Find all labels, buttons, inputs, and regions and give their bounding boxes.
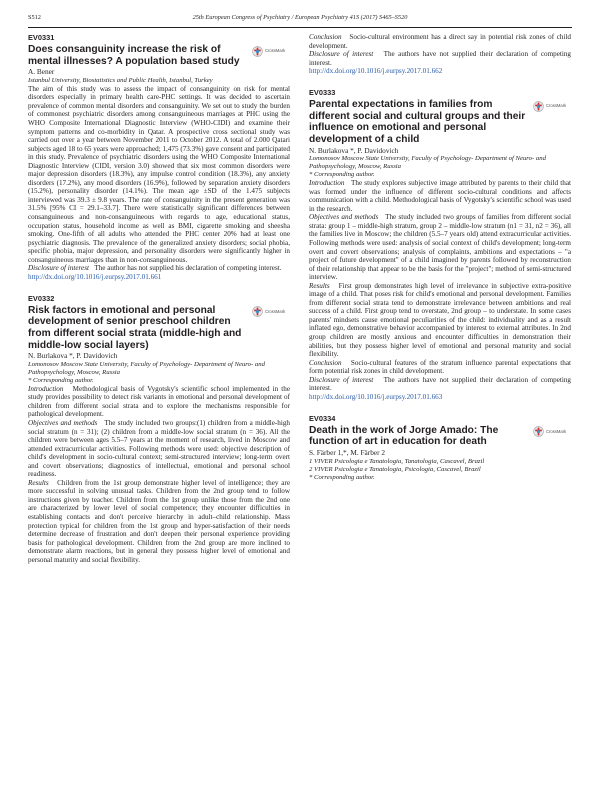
methods-paragraph bbox=[309, 213, 571, 281]
disclosure-text: The author has not supplied his declaration of competing interest. bbox=[94, 264, 282, 273]
conclusion-paragraph bbox=[309, 33, 571, 50]
journal-citation: 25th European Congress of Psychiatry / European Psychiatry 41S (2017) S465–S520 bbox=[192, 14, 408, 21]
corresponding-note: * Corresponding author. bbox=[28, 376, 94, 384]
disclosure-text: The authors have not supplied their declaration of competing interest. bbox=[309, 375, 572, 393]
abstract-code: EV0332 bbox=[28, 293, 55, 303]
introduction-paragraph bbox=[309, 179, 571, 213]
abstract-code: EV0334 bbox=[309, 413, 336, 423]
abstract-code: EV0333 bbox=[309, 88, 336, 98]
page-number: S512 bbox=[28, 14, 41, 21]
results-text: First group demonstrates high level of irrelevance in subjective extra-positive image of a child. That poses risk for child's emotional and personal development. Families from different social strata tend to demonstrate irrelevance between ambitions and real success of a child. First group tend to overstate, 2nd group – to understate. In some cases parents' mindsets cause emotional peculiarities of the child: individuality and as a result inflated ego, demonstrative behavior accompanied by interest to external attributes. In 2nd group children are mostly anxious and encounter difficulties in demonstration their abilities, but they possess higher level of emotional and personal maturity and social flexibility. bbox=[309, 281, 571, 359]
crossmark-badge[interactable] bbox=[533, 426, 571, 438]
article-ev0331 bbox=[28, 33, 290, 282]
intro-label: Introduction bbox=[28, 384, 64, 393]
article-title: Parental expectations in families from different social and cultural groups and their influence on emotional and personal development of a child bbox=[309, 99, 526, 145]
methods-label: Objectives and methods bbox=[309, 213, 379, 222]
crossmark-icon bbox=[533, 101, 544, 112]
methods-paragraph bbox=[28, 419, 290, 479]
intro-label: Introduction bbox=[309, 179, 345, 188]
affiliation: Lomonosov Moscow State University, Faculty of Psychology- Department of Neuro- and Pathopsychology, Moscow, Russia bbox=[309, 155, 546, 171]
results-paragraph bbox=[309, 282, 571, 359]
left-column bbox=[28, 33, 290, 572]
affiliation: Lomonosov Moscow State University, Faculty of Psychology- Department of Neuro- and Pathopsychology, Moscow, Russia bbox=[28, 360, 265, 376]
article-ev0333 bbox=[309, 88, 571, 402]
crossmark-label: CrossMark bbox=[546, 102, 567, 108]
authors: N. Burlakova *, P. Davidovich bbox=[309, 145, 399, 155]
affiliation-1: 1 VIVER Psicologia e Tanatologia, Tanatologia, Cascavel, Brazil bbox=[309, 457, 485, 465]
page-header bbox=[28, 14, 572, 26]
methods-text: The study included two groups of families from different social strata: group 1 – middle-high stratum, group 2 – middle-low stratum (n1 = 31, n2 = 36), all the families live in Moscow; the children (5.5–7 years old) attend extracurricular activities. Following methods were used: analysis of social context of child's development; long-term overt and covert observations; analysis of complaints, ambitions and expectations – "a project of future development" of a child imagined by parents followed by reconstruction of their relationship that appear to be the basis for the "project"; method of semi-structured interview. bbox=[309, 213, 572, 282]
conclusion-label: Conclusion bbox=[309, 358, 342, 367]
abstract-body: The aim of this study was to assess the impact of consanguinity on risk for mental disorders especially in primary health care-PHC settings. It was decided to ascertain prevalence of common mental disorders and consanguinity. We set out to study the burden of commonest psychiatric disorders among consanguineous marriages at PHC using the WHO Composite International Diagnostic Interview (WHO-CIDI) and examine their symptom patterns and co-morbidity in Qatar. A prospective cross sectional study was carried out over a year between November 2011 to October 2012. A total of 2.000 Qatari subjects aged 18 to 65 years were approached; 1,475 (73.3%) gave consent and participated in this study. Prevalence of psychiatric disorders using the WHO Composite International Diagnostic Interview (CIDI, version 3.0) showed that six most common disorders were major depression disorders (18.3%), any impulse control condition (18.3%), any anxiety disorders (17.2%), any mood disorders (16.9%), followed by separation anxiety disorders (15.2%), personality disorder (14.1%). The mean age ±SD of the 1.475 subjects interviewed was 39.3 ± 9.8 years. The rate of consanguinity in the present generation was 31.5% [95% CI = 29.1–33.7]. There were statistically significant differences between consanguineous and non-consanguineous with regards to age, educational status, occupation status, household income as well as BMI, cigarette smoking and sheesha smoking. One-fifth of all adults who attended the PHC center 20% had at least one psychiatric diagnosis. The prevalence of the generalized anxiety disorders; social phobia, specific phobia, major depression, and personality disorders were significantly higher in consanguineous marriages than in non-consanguineous. bbox=[28, 84, 290, 264]
affiliation: Istanbul University, Biostatistics and Public Health, Istanbul, Turkey bbox=[28, 76, 213, 84]
authors: N. Burlakova *, P. Davidovich bbox=[28, 351, 118, 361]
results-paragraph bbox=[28, 479, 290, 564]
right-column bbox=[309, 33, 571, 490]
disclosure-label: Disclosure of interest bbox=[309, 375, 374, 384]
crossmark-label: CrossMark bbox=[265, 47, 286, 53]
article-title: Death in the work of Jorge Amado: The function of art in education for death bbox=[309, 424, 499, 448]
crossmark-label: CrossMark bbox=[265, 308, 286, 314]
introduction-paragraph bbox=[28, 385, 290, 419]
article-title: Risk factors in emotional and personal development of senior preschool children from different social strata (middle-high and middle-low social layers) bbox=[28, 304, 242, 351]
abstract-code: EV0331 bbox=[28, 33, 55, 42]
header-rule bbox=[28, 27, 572, 28]
crossmark-icon bbox=[252, 46, 263, 57]
crossmark-badge[interactable] bbox=[252, 45, 290, 57]
disclosure-text: The authors have not supplied their declaration of competing interest. bbox=[309, 50, 572, 67]
disclosure-label: Disclosure of interest bbox=[309, 50, 374, 59]
results-text: Children from the 1st group demonstrate higher level of intelligence; they are more successful in solving unusual tasks. Children from the 2nd group tend to follow instructions given by teacher. Children from the 1st group unlike those from the 2nd one are characterized by lower level of social competence; they encounter difficulties in establishing contacts and don't perceive hierarchy in adult–child relationship. Mass protection typical for children from the 1st group and hyper-satisfaction of their needs determine decrease of frustration and don't deepen their personal experience providing basis for pathological development. Children from the 2nd group are more inclined to demonstrate alarm reactions, but in general they possess higher level of emotional and personal maturity and social flexibility. bbox=[28, 478, 290, 564]
doi-link[interactable]: http://dx.doi.org/10.1016/j.eurpsy.2017.01.662 bbox=[309, 67, 443, 76]
conclusion-paragraph bbox=[309, 359, 571, 376]
doi-link[interactable]: http://dx.doi.org/10.1016/j.eurpsy.2017.01.661 bbox=[28, 272, 162, 281]
authors: S. Färber 1,*, M. Färber 2 bbox=[309, 448, 385, 458]
results-label: Results bbox=[309, 281, 330, 290]
crossmark-icon bbox=[533, 426, 544, 437]
article-ev0332 bbox=[28, 294, 290, 564]
disclosure-paragraph bbox=[309, 50, 571, 67]
intro-text: Methodological basis of Vygotsky's scientific school implemented in the study provides possibility to detect risk variants in emotional and personal development of children from different social strata and to explore the mechanisms responsible for pathological development. bbox=[28, 384, 291, 419]
crossmark-label: CrossMark bbox=[546, 428, 567, 434]
article-ev0332-continued bbox=[309, 33, 571, 76]
conclusion-label: Conclusion bbox=[309, 33, 342, 41]
article-title: Does consanguinity increase the risk of mental illnesses? A population based study bbox=[28, 44, 240, 67]
intro-text: The study explores subjective image attributed by parents to their child that was formed under the influence of different socio-cultural conditions and affects communication with a child. Methodological basis of Vygotsky's scientific school was used in the research. bbox=[309, 179, 571, 213]
crossmark-icon bbox=[252, 306, 263, 317]
affiliation-2: 2 VIVER Psicologia e Tanatologia, Psicologia, Cascavel, Brazil bbox=[309, 465, 481, 473]
article-ev0334 bbox=[309, 414, 571, 482]
methods-label: Objectives and methods bbox=[28, 418, 98, 427]
results-label: Results bbox=[28, 478, 49, 487]
disclosure-paragraph bbox=[28, 264, 290, 273]
corresponding-note: * Corresponding author. bbox=[309, 473, 375, 481]
doi-link[interactable]: http://dx.doi.org/10.1016/j.eurpsy.2017.01.663 bbox=[309, 392, 443, 401]
methods-text: The study included two groups:(1) children from a middle-high social stratum (n = 31); (2) children from a middle-low social stratum (n = 36). All the children were between ages 5.5–7 years at the moment of research, lived in Moscow and attended extracurricular activities. Following methods were used: objective description of child's development in socio-cultural context; semi-structured interview; long-term overt and covert observations; diagnostics of intellectual, emotional and personal school readiness. bbox=[28, 418, 291, 479]
crossmark-badge[interactable] bbox=[252, 306, 290, 318]
authors: A. Bener bbox=[28, 67, 55, 77]
conclusion-text: Socio-cultural features of the stratum influence parental expectations that form potential risk zones in child development. bbox=[309, 358, 571, 376]
corresponding-note: * Corresponding author. bbox=[309, 171, 375, 179]
disclosure-paragraph bbox=[309, 376, 571, 393]
crossmark-badge[interactable] bbox=[533, 100, 571, 112]
conclusion-text: Socio-cultural environment has a direct say in potential risk zones of child development. bbox=[309, 33, 572, 50]
disclosure-label: Disclosure of interest bbox=[28, 264, 89, 273]
